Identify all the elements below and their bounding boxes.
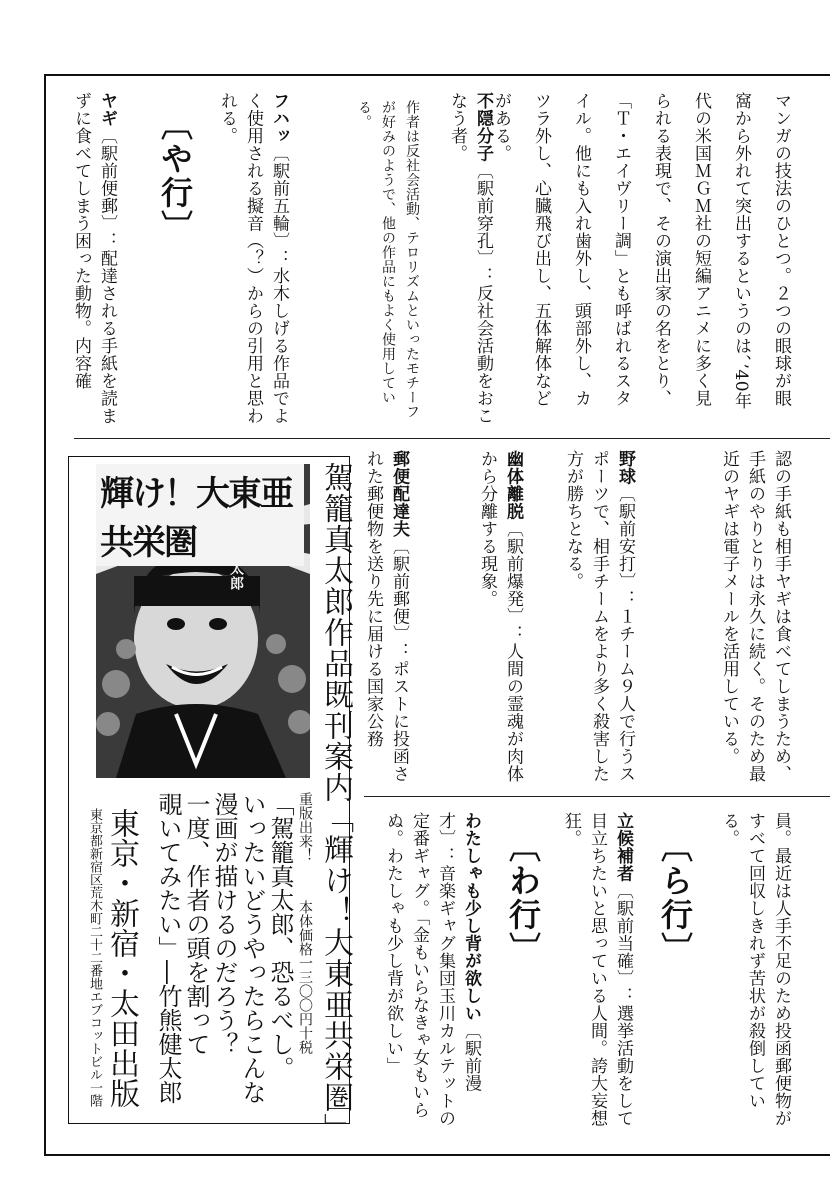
entry-futei-note [338, 100, 424, 432]
entry-definition: ：１チーム９人で行うスポーツで、相手チームをより多く殺害した方が勝ちとなる。 [563, 450, 635, 783]
entry-note: 作者は反社会活動、テロリズムといったモチーフが好みのようで、他の作品にもよく使用している。 [356, 100, 420, 419]
entry-term: フハッ [269, 92, 289, 145]
text-line: イル。他にも入れ歯外し、頭部外し、カ [571, 92, 591, 407]
quote-line: いったいどうやったらこんな [238, 792, 266, 1104]
entry-definition: ：水木しげる作品でよく使用される擬音（？）からの引用と思われる。 [217, 92, 289, 425]
entry-yuutai [460, 450, 526, 786]
entry-term: 郵便配達夫 [389, 450, 409, 538]
entry-term: 野球 [615, 450, 635, 485]
ad-price [296, 900, 314, 1054]
entry-yagi [54, 92, 120, 432]
entry-definition: ：選挙活動をして目立ちたいと思っている人間。誇大妄想狂。 [561, 812, 633, 1127]
reprint-notice: 重版出来！ [297, 792, 313, 862]
entry-term: わたしゃも少し背が欲しい [461, 812, 481, 1022]
entry-reading: 〔駅前漫才〕 [435, 812, 481, 1092]
entry-definition: ：配達される手紙を読まずに食べてしまう困った動物。内容確 [71, 92, 117, 425]
entry-term: 幽体離脱 [503, 450, 523, 520]
text-line: 代の米国ＭＧＭ社の短編アニメに多く見 [691, 92, 711, 407]
top-column-1 [474, 92, 794, 432]
text-line: ツラ外し、心臓飛び出し、五体解体など [531, 92, 551, 407]
ad-reprint [296, 792, 314, 862]
entry-definition: 認の手紙も相手ヤギは食べてしまうため、手紙のやりとりは永久に続く。そのため最近のヤギは電子メールを活用している。 [719, 450, 791, 783]
price-label: 本体価格一三〇〇円十税 [297, 900, 313, 1054]
entry-yakyu [546, 450, 638, 786]
section-heading-ya: 〔や行〕 [156, 108, 194, 244]
quote-line: 覗いてみたい」 [154, 792, 182, 960]
entry-definition: ：音楽ギャグ集団玉川カルテットの定番ギャグ。「金もいらなきゃ女もいらぬ。わたしゃも少し背が欲しい」 [383, 812, 455, 1127]
entry-reading: 〔駅前便郵〕 [97, 127, 117, 232]
book-cover-image [96, 464, 310, 778]
divider-middle [364, 796, 830, 797]
entry-term: 不隠分子 [473, 92, 493, 162]
entry-reading: 〔駅前郵便〕 [389, 537, 409, 643]
cover-author: 駕籠真太郎 [228, 516, 244, 591]
entry-yuubin-continued [702, 812, 794, 1142]
quote-attribution: ―竹熊健太郎 [154, 960, 182, 1104]
entry-yuubin [346, 450, 412, 786]
section-heading-ra: 〔ら行〕 [656, 830, 694, 966]
quote-line: 「駕籠真太郎、恐るべし。 [266, 792, 294, 1080]
entry-reading: 〔駅前穿孔〕 [473, 162, 493, 267]
entry-term: ヤギ [97, 92, 117, 127]
ad-quote [154, 792, 294, 1122]
entry-term: 立候補者 [613, 812, 633, 882]
cover-title: 輝け！大東亜共栄圏 [96, 464, 304, 566]
entry-definition: ：反社会活動をおこなう者。 [447, 92, 493, 425]
entry-yagi-continued [702, 450, 794, 786]
entry-definition: ：人間の霊魂が肉体から分離する現象。 [477, 450, 523, 783]
entry-fuhatsu [200, 92, 292, 432]
entry-definition: 員。最近は人手不足のため投函郵便物がすべて回収しきれず苦状が殺倒している。 [719, 812, 791, 1127]
entry-watashi [366, 812, 484, 1142]
text-line: マンガの技法のひとつ。２つの眼球が眼 [771, 92, 791, 407]
quote-line: 一度、作者の頭を割って [182, 792, 210, 1056]
entry-rikkoho [544, 812, 636, 1142]
entry-reading: 〔駅前五輪〕 [269, 144, 289, 250]
section-heading-wa: 〔わ行〕 [504, 830, 542, 966]
text-line: られる表現で、その演出家の名をとり、 [651, 92, 671, 407]
quote-line: 漫画が描けるのだろう？ [210, 792, 238, 1056]
entry-futei [430, 92, 496, 432]
ad-publisher: 東京・新宿・太田出版 [104, 808, 139, 1108]
entry-reading: 〔駅前安打〕 [615, 485, 635, 590]
entry-definition: ：ポストに投函された郵便物を送り先に届ける国家公務 [363, 450, 409, 783]
text-line: 「Ｔ・エイヴリー調」とも呼ばれるスタ [611, 92, 631, 407]
ad-headline: 駕籠真太郎作品既刊案内「輝け！大東亜共栄圏」 [318, 462, 353, 1144]
text-line: がある。 [491, 92, 511, 162]
divider-top [74, 438, 830, 439]
entry-reading: 〔駅前爆発〕 [503, 520, 523, 625]
ad-address: 東京都新宿区荒木町二十二番地エブコットビル一階 [87, 808, 102, 1107]
entry-reading: 〔駅前当確〕 [613, 882, 633, 987]
text-line: 窩から外れて突出するというのは、’40年 [731, 92, 751, 410]
